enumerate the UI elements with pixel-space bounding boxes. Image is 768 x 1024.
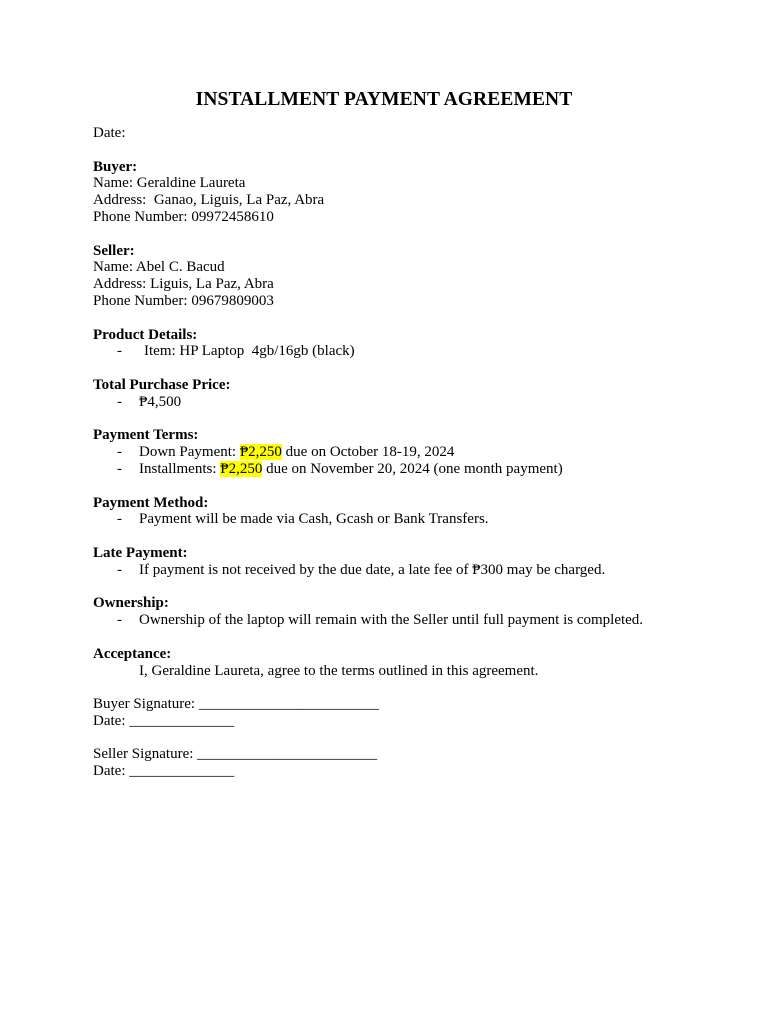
list-item [93,394,733,411]
bullet-dash: - [117,343,122,360]
spacer [93,579,733,596]
installment-due: due on November 20, 2024 (one month payment) [262,460,563,477]
spacer [93,142,733,159]
seller-phone: Phone Number: 09679809003 [93,292,274,309]
spacer [93,679,733,696]
bullet-dash: - [117,511,122,528]
spacer [93,226,733,243]
product-heading: Product Details: [93,326,198,343]
document-title: INSTALLMENT PAYMENT AGREEMENT [195,89,573,110]
list-item [93,444,733,461]
list-item [93,343,733,360]
down-payment-due: due on October 18-19, 2024 [281,444,455,461]
acceptance-text: I, Geraldine Laureta, agree to the terms outlined in this agreement. [139,662,539,679]
buyer-heading: Buyer: [93,158,138,175]
bullet-dash: - [117,393,122,410]
seller-signature-line: Seller Signature: ________________________ [93,746,378,763]
acceptance-heading: Acceptance: [93,645,172,662]
installment-amount: ₱2,250 [220,460,263,477]
spacer [93,629,733,646]
installment-line [139,461,563,478]
buyer-signature-line: Buyer Signature: ________________________ [93,696,379,713]
buyer-phone: Phone Number: 09972458610 [93,208,274,225]
buyer-name: Name: Geraldine Laureta [93,175,246,192]
bullet-dash: - [117,460,122,477]
spacer [93,478,733,495]
installment-label: Installments: [139,460,221,477]
down-payment-line [139,444,454,461]
spacer [93,411,733,428]
date-label: Date: [93,125,126,141]
product-item: Item: HP Laptop 4gb/16gb (black) [144,343,355,360]
seller-name: Name: Abel C. Bacud [93,259,225,276]
list-item [93,562,733,579]
bullet-dash: - [117,444,122,461]
late-payment-text: If payment is not received by the due date, a late fee of ₱300 may be charged. [139,561,606,578]
list-item [93,511,733,528]
payment-method-heading: Payment Method: [93,494,209,511]
list-item [93,461,733,478]
late-payment-heading: Late Payment: [93,544,188,561]
price-heading: Total Purchase Price: [93,376,231,393]
spacer [93,360,733,377]
buyer-address: Address: Ganao, Liguis, La Paz, Abra [93,192,325,209]
payment-terms-heading: Payment Terms: [93,427,199,444]
seller-address: Address: Liguis, La Paz, Abra [93,276,274,293]
list-item [93,612,733,629]
seller-date-line: Date: ______________ [93,763,235,780]
ownership-text: Ownership of the laptop will remain with the Seller until full payment is completed. [139,612,644,629]
spacer [93,528,733,545]
spacer [93,310,733,327]
buyer-date-line: Date: ______________ [93,712,235,729]
document-body [93,125,733,780]
price-amount: ₱4,500 [139,393,182,410]
payment-method-text: Payment will be made via Cash, Gcash or Bank Transfers. [139,511,489,528]
bullet-dash: - [117,561,122,578]
bullet-dash: - [117,612,122,629]
spacer [93,730,733,747]
ownership-heading: Ownership: [93,595,169,612]
down-payment-amount: ₱2,250 [239,444,282,461]
down-payment-label: Down Payment: [139,444,240,461]
seller-heading: Seller: [93,242,135,259]
